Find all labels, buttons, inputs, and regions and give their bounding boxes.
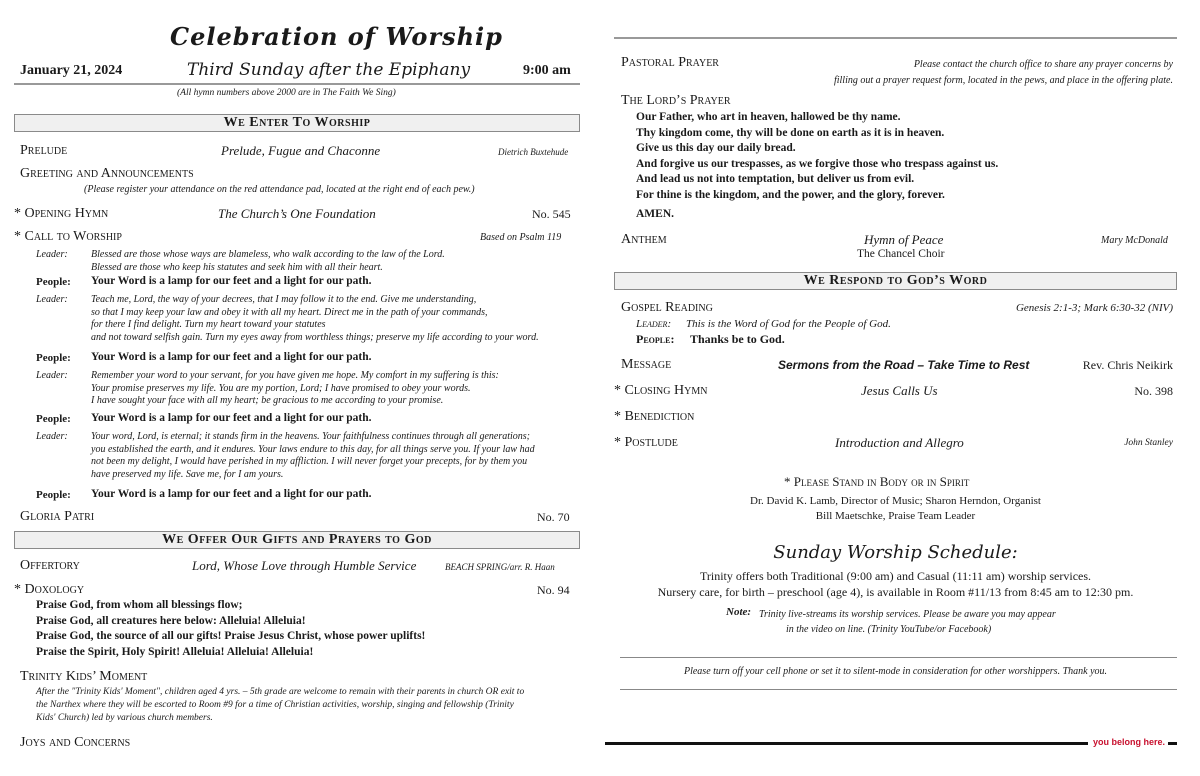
people-label: People: xyxy=(36,352,71,364)
benediction-label: * Benediction xyxy=(614,409,695,424)
doxology-number: No. 94 xyxy=(537,583,570,597)
prelude-label: Prelude xyxy=(20,143,68,158)
pastoral-label: Pastoral Prayer xyxy=(621,55,719,70)
leader-label: Leader: xyxy=(36,294,68,305)
schedule-text: Trinity offers both Traditional (9:00 am) and Casual (11:11 am) worship services. Nursery care, for birth – preschool (age 4), is available in Room #11/13 from 8:45 am to 12:30 pm. xyxy=(657,569,1134,599)
service-time: 9:00 am xyxy=(523,63,571,78)
greeting-note: (Please register your attendance on the red attendance pad, located at the right end of each pew.) xyxy=(84,184,475,195)
opening-hymn-number: No. 545 xyxy=(532,207,571,221)
postlude-title: Introduction and Allegro xyxy=(835,435,964,450)
hymn-note: (All hymn numbers above 2000 are in The Faith We Sing) xyxy=(177,88,396,98)
leader-label: Leader: xyxy=(36,249,68,260)
call-label: * Call to Worship xyxy=(14,229,122,244)
page-title: Celebration of Worship xyxy=(170,22,503,51)
doxology-label: * Doxology xyxy=(14,582,85,597)
schedule-note-text: Trinity live-streams its worship services. Please be aware you may appear in the video on line. (Trinity YouTube/or Facebook) xyxy=(759,609,1056,635)
leader-text: Your word, Lord, is eternal; it stands firm in the heavens. Your faithfulness continues through all generations; you established the earth, and it endures. Your laws endure to this day, for all things serve you. If your law had not been my delight, I would have perished in my affliction. I will never forget your precepts, for by them you have preserved my life. Save me, for I am yours. xyxy=(91,431,535,481)
service-occasion: Third Sunday after the Epiphany xyxy=(187,60,471,80)
leader-text: Remember your word to your servant, for you have given me hope. My comfort in my suffering is this: Your promise preserves my life. You are my portion, Lord; I have promised to obey your words. I have sought your face with all my heart; be gracious to me according to your promise. xyxy=(91,370,499,407)
stand-note: * Please Stand in Body or in Spirit xyxy=(784,474,970,489)
gospel-leader-label: Leader: xyxy=(636,318,672,330)
postlude-label: * Postlude xyxy=(614,435,678,450)
offertory-label: Offertory xyxy=(20,558,80,573)
prelude-title: Prelude, Fugue and Chaconne xyxy=(221,143,381,158)
phone-note: Please turn off your cell phone or set it to silent-mode in consideration for other worshippers. Thank you. xyxy=(683,666,1108,677)
header-rule xyxy=(14,83,580,85)
phone-rule-top xyxy=(620,657,1177,658)
section-enter: We Enter To Worship xyxy=(14,114,580,132)
closing-hymn-label: * Closing Hymn xyxy=(614,383,708,398)
people-label: People: xyxy=(36,489,71,501)
message-title: Sermons from the Road – Take Time to Rest xyxy=(778,358,1030,372)
footer-bar-end xyxy=(1168,742,1177,745)
prelude-composer: Dietrich Buxtehude xyxy=(498,147,569,157)
phone-rule-bottom xyxy=(620,689,1177,690)
lords-prayer-text: Our Father, who art in heaven, hallowed be thy name. Thy kingdom come, thy will be done on earth as it is in heaven. Give us this day our daily bread. And forgive us our trespasses, as we forgive those who trespass against us. And lead us not into temptation, but deliver us from evil. For thine is the kingdom, and the power, and the glory, forever. xyxy=(636,111,999,201)
gospel-people-label: People: xyxy=(636,332,675,346)
kids-text: After the "Trinity Kids' Moment", children aged 4 yrs. – 5th grade are welcome to remain with their parents in church OR exit to the Narthex where they will be escorted to Room #9 for a time of Christian activities, worship, singing and fellowship (Trinity Kids' Church) led by various church members. xyxy=(36,687,525,723)
closing-hymn-title: Jesus Calls Us xyxy=(861,383,938,398)
leader-label: Leader: xyxy=(36,431,68,442)
message-preacher: Rev. Chris Neikirk xyxy=(1082,358,1173,372)
section-offer: We Offer Our Gifts and Prayers to God xyxy=(14,531,580,549)
music-credits: Dr. David K. Lamb, Director of Music; Sharon Herndon, Organist Bill Maetschke, Praise Team Leader xyxy=(750,495,1041,522)
service-date: January 21, 2024 xyxy=(20,63,123,78)
opening-hymn-title: The Church’s One Foundation xyxy=(218,206,376,221)
kids-label: Trinity Kids’ Moment xyxy=(20,669,148,684)
postlude-composer: John Stanley xyxy=(1124,438,1173,448)
gospel-people-text: Thanks be to God. xyxy=(690,332,785,346)
tagline: you belong here. xyxy=(1093,737,1166,747)
offertory-title: Lord, Whose Love through Humble Service xyxy=(192,558,417,573)
message-label: Message xyxy=(621,357,672,372)
section-respond: We Respond to God’s Word xyxy=(614,272,1177,290)
leader-label: Leader: xyxy=(36,370,68,381)
anthem-performer: The Chancel Choir xyxy=(857,248,945,260)
joys-label: Joys and Concerns xyxy=(20,735,131,750)
amen: AMEN. xyxy=(636,208,675,220)
anthem-title: Hymn of Peace xyxy=(864,232,944,247)
people-response: Your Word is a lamp for our feet and a light for our path. xyxy=(91,412,372,424)
opening-hymn-label: * Opening Hymn xyxy=(14,206,109,221)
people-label: People: xyxy=(36,413,71,425)
anthem-composer: Mary McDonald xyxy=(1101,235,1168,246)
schedule-note-label: Note: xyxy=(726,606,752,618)
gloria-number: No. 70 xyxy=(537,510,570,524)
offertory-composer: BEACH SPRING/arr. R. Haan xyxy=(445,562,555,572)
people-response: Your Word is a lamp for our feet and a light for our path. xyxy=(91,488,372,500)
lords-prayer-label: The Lord’s Prayer xyxy=(621,93,731,108)
gospel-reference: Genesis 2:1-3; Mark 6:30-32 (NIV) xyxy=(1015,302,1173,314)
leader-text: Blessed are those whose ways are blameless, who walk according to the law of the Lord. Blessed are those who keep his statutes and seek him with all their heart. xyxy=(91,249,445,273)
pastoral-note: Please contact the church office to share any prayer concerns by filling out a prayer request form, located in the pews, and place in the offering plate. xyxy=(833,59,1173,86)
footer-bar xyxy=(605,742,1088,745)
greeting-label: Greeting and Announcements xyxy=(20,166,194,181)
gloria-label: Gloria Patri xyxy=(20,509,95,524)
call-source: Based on Psalm 119 xyxy=(480,232,562,243)
leader-text: Teach me, Lord, the way of your decrees, that I may follow it to the end. Give me understanding, so that I may keep your law and obey it with all my heart. Direct me in the path of your commands, for there I find delight. Turn my heart toward your statutes and not toward selfish gain. Turn my eyes away from worthless things; preserve my life according to your word. xyxy=(91,294,539,344)
anthem-label: Anthem xyxy=(621,232,667,247)
people-response: Your Word is a lamp for our feet and a light for our path. xyxy=(91,275,372,287)
gospel-leader-text: This is the Word of God for the People of God. xyxy=(686,318,891,330)
closing-hymn-number: No. 398 xyxy=(1134,384,1173,398)
people-label: People: xyxy=(36,276,71,288)
people-response: Your Word is a lamp for our feet and a light for our path. xyxy=(91,351,372,363)
top-rule xyxy=(614,37,1177,39)
schedule-title: Sunday Worship Schedule: xyxy=(773,542,1018,563)
gospel-label: Gospel Reading xyxy=(621,300,713,315)
doxology-text: Praise God, from whom all blessings flow; Praise God, all creatures here below: Alleluia! Alleluia! Praise God, the source of all our gifts! Praise Jesus Christ, whose power uplifts! Praise the Spirit, Holy Spirit! Alleluia! Alleluia! Alleluia! xyxy=(36,599,426,658)
